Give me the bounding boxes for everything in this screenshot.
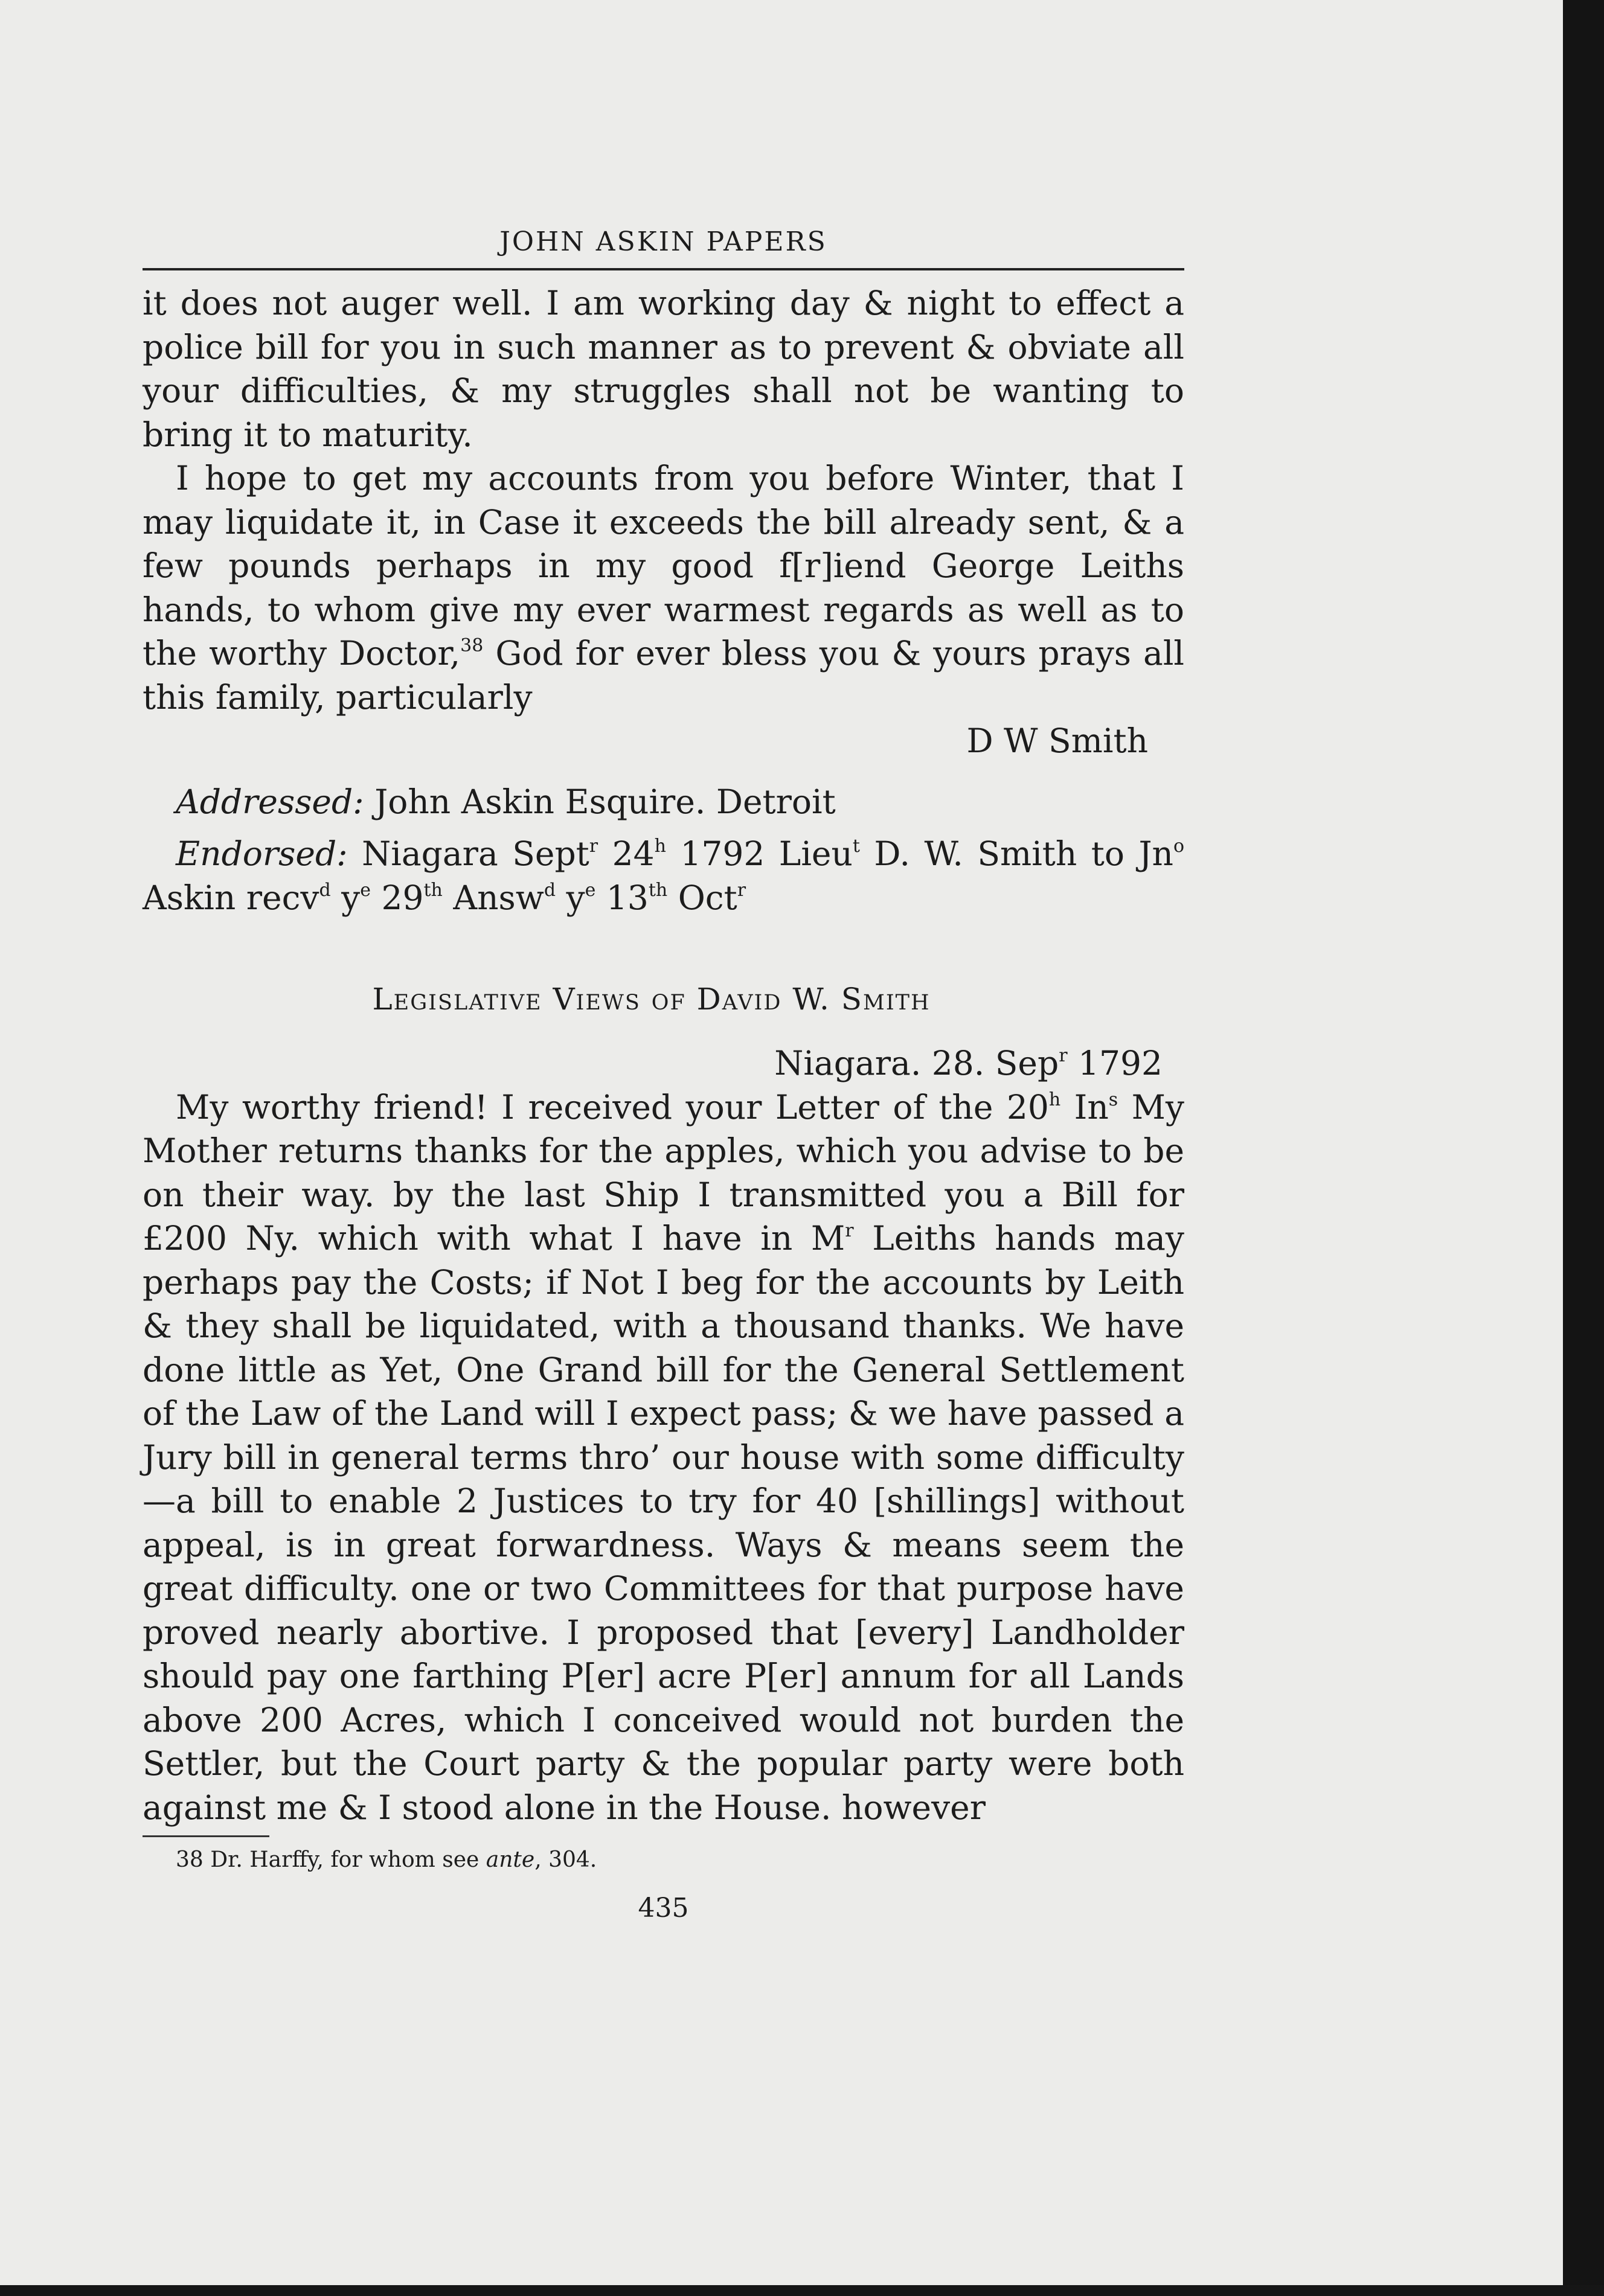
footnote-rule bbox=[143, 1835, 269, 1837]
page-number: 435 bbox=[638, 1893, 689, 1923]
book-page bbox=[143, 223, 1184, 1927]
scan-edge-right bbox=[1563, 0, 1604, 2296]
signature: D W Smith bbox=[966, 721, 1148, 760]
running-head: JOHN ASKIN PAPERS bbox=[499, 226, 827, 257]
addressed-label: Addressed: bbox=[176, 782, 364, 821]
paragraph-continuation: it does not auger well. I am working day & night to effect a police bill for you in such manner as to prevent & obviate all your difficulties, & my struggles shall not be wanting to bring it to maturity. bbox=[143, 284, 1184, 454]
endorsed-label: Endorsed: bbox=[176, 834, 348, 873]
paragraph-accounts: I hope to get my accounts from you before Winter, that I may liquidate it, in Case it exceeds the bill already sent, & a few pounds perhaps in my good f[r]iend George Leiths hands, to whom give my ever warmest regards as well as to the worthy Doctor,$^{38}$ God for ever bless you & yours prays all this family, particularly bbox=[143, 459, 1185, 717]
footnote-number: 38 bbox=[176, 1847, 204, 1872]
section-title: Legislative Views of David W. Smith bbox=[372, 982, 931, 1017]
letter-body: My worthy friend! I received your Letter of the 20$^h$ In$^s$ My Mother returns thanks for the apples, which you advise to be on their way. by the last Ship I transmitted you a Bill for £200 Ny. which with what I have in $M^r$ Leiths hands may perhaps pay the Costs; if Not I beg for the accounts by Leith & they shall be liquidated, with a thousand thanks. We have done little as Yet, One Grand bill for the General Settlement of the Law of the Land will I expect pass; & we have passed a Jury bill in general terms thro’ our house with some difficulty—a bill to enable 2 Justices to try for 40 [shillings] without appeal, is in great forwardness. Ways & means seem the great difficulty. one or two Committees for that purpose have proved nearly abortive. I proposed that [every] Landholder should pay one farthing P[er] acre P[er] annum for all Lands above 200 Acres, which I conceived would not burden the Settler, but the Court party & the popular party were both against me & I stood alone in the House. however bbox=[143, 1087, 1185, 1827]
scan-edge-bottom bbox=[0, 2285, 1604, 2296]
header-rule bbox=[143, 268, 1184, 270]
footnote-ref[interactable]: 38 bbox=[460, 635, 484, 656]
letter-dateline: Niagara. 28. Sep$^r$ 1792 bbox=[774, 1044, 1163, 1082]
body-text bbox=[143, 281, 1184, 1829]
addressed-line: Addressed: John Askin Esquire. Detroit bbox=[176, 782, 836, 821]
footnote-38: 38 Dr. Harffy, for whom see ante, 304. bbox=[176, 1847, 597, 1872]
endorsed-line: Endorsed: Niagara Sept$^r$ 24$^h$ 1792 Lieu$^t$ D. W. Smith to Jn$^o$ Askin recv$^d$ $y^e$ 29th Answ$^d$ $y^e$ 13th Oct$^r$ bbox=[143, 834, 1184, 917]
